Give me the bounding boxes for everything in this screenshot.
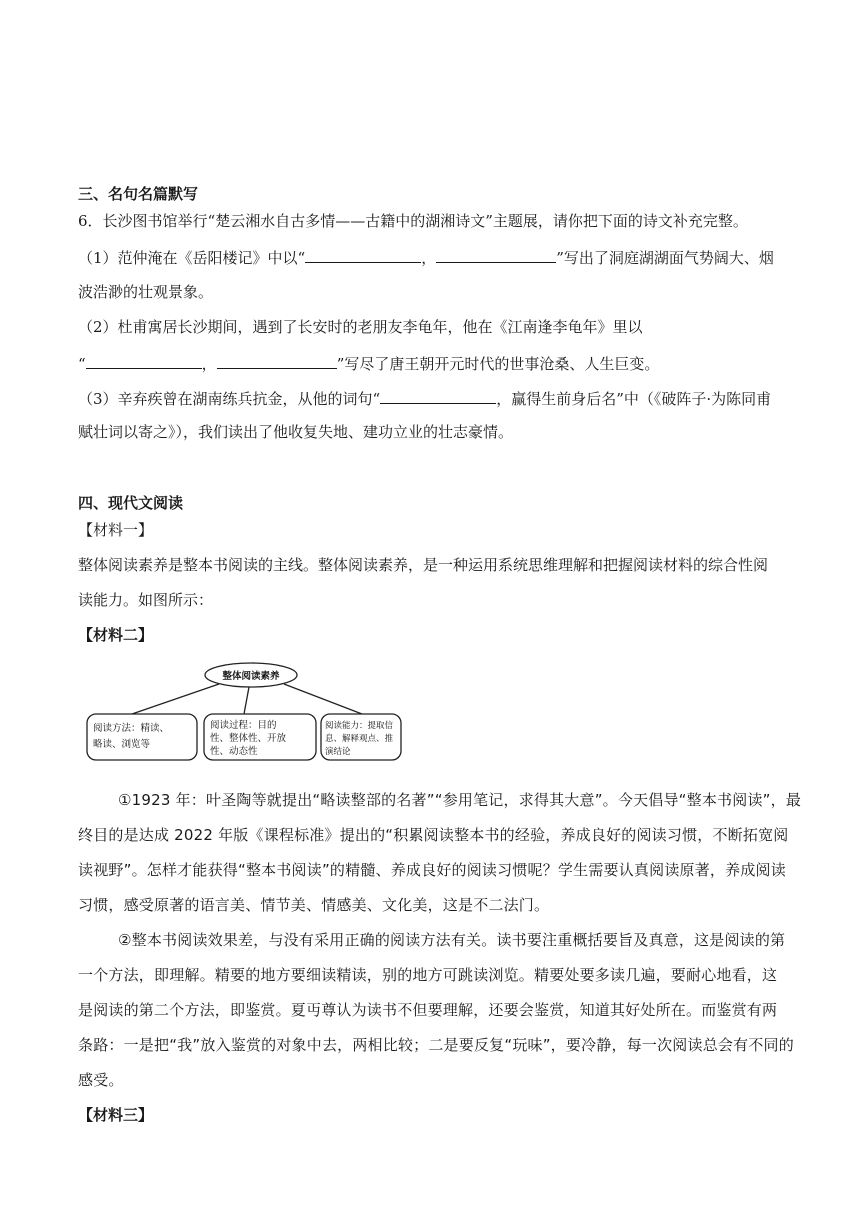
q6-part2-line2 bbox=[78, 352, 659, 374]
para1-line2: 终目的是达成 2022 年版《课程标准》提出的“积累阅读整本书的经验，养成良好的阅读习惯，不断拓宽阅 bbox=[78, 826, 789, 844]
para1-line1: ①1923 年：叶圣陶等就提出“略读整部的名著”“参用笔记，求得其大意”。今天倡导“整本书阅读”，最 bbox=[118, 791, 802, 809]
material1-line2: 读能力。如图所示： bbox=[78, 591, 214, 609]
q6-p1-sep: ， bbox=[421, 249, 437, 267]
section3-heading: 三、名句名篇默写 bbox=[78, 185, 199, 203]
answer-blank[interactable] bbox=[86, 352, 202, 369]
answer-blank[interactable] bbox=[217, 352, 337, 369]
q6-part2-line1: （2）杜甫寓居长沙期间，遇到了长安时的老朋友李龟年，他在《江南逢李龟年》里以 bbox=[78, 318, 643, 336]
q6-part3-line2: 赋壮词以寄之》），我们读出了他收复失地、建功立业的壮志豪情。 bbox=[78, 423, 514, 441]
q6-part1-line1 bbox=[78, 246, 774, 268]
diagram-box3-line1: 阅读能力：提取信 bbox=[325, 721, 394, 731]
diagram-root-label: 整体阅读素养 bbox=[222, 671, 280, 682]
diagram-box1-line2: 略读、浏览等 bbox=[93, 739, 151, 750]
diagram-box3-line2: 息、解释观点、推 bbox=[325, 734, 394, 744]
q6-part3-line1 bbox=[78, 387, 771, 409]
q6-part1-line2: 波浩渺的壮观景象。 bbox=[78, 283, 214, 301]
material3-label: 【材料三】 bbox=[78, 1106, 154, 1124]
diagram-box3-line3: 演结论 bbox=[325, 747, 351, 757]
q6-p3-text-a: （3）辛弃疾曾在湖南练兵抗金，从他的词句“ bbox=[78, 390, 381, 408]
material1-label: 【材料一】 bbox=[78, 521, 154, 539]
diagram-box1-line1: 阅读方法：精读、 bbox=[93, 723, 170, 734]
q6-p2-sep: ， bbox=[201, 355, 217, 373]
answer-blank[interactable] bbox=[305, 246, 421, 263]
answer-blank[interactable] bbox=[436, 246, 556, 263]
diagram-box-method bbox=[87, 714, 197, 760]
q6-p1-text-a: （1）范仲淹在《岳阳楼记》中以“ bbox=[78, 249, 306, 267]
q6-p2-text: ”写尽了唐王朝开元时代的世事沧桑、人生巨变。 bbox=[336, 355, 660, 373]
diagram-box2-line1: 阅读过程：目的 bbox=[210, 720, 277, 731]
q6-p2-quote: “ bbox=[78, 355, 86, 373]
diagram-box2-line2: 性、整体性、开放 bbox=[210, 733, 287, 744]
reading-literacy-diagram bbox=[84, 656, 404, 766]
para2-line2: 一个方法，即理解。精要的地方要细读精读，别的地方可跳读浏览。精要处要多读几遍，要耐心地看，这 bbox=[78, 966, 778, 984]
para2-line4: 条路：一是把“我”放入鉴赏的对象中去，两相比较；二是要反复“玩味”，要冷静，每一次阅读总会有不同的 bbox=[78, 1036, 794, 1054]
para2-line5: 感受。 bbox=[78, 1071, 124, 1089]
q6-stem: 6．长沙图书馆举行“楚云湘水自古多情——古籍中的湖湘诗文”主题展，请你把下面的诗文补充完整。 bbox=[78, 212, 748, 230]
para1-line4: 习惯，感受原著的语言美、情节美、情感美、文化美，这是不二法门。 bbox=[78, 896, 550, 914]
q6-p1-text-b: ”写出了洞庭湖湖面气势阔大、烟 bbox=[556, 249, 774, 267]
para2-line1: ②整本书阅读效果差，与没有采用正确的阅读方法有关。读书要注重概括要旨及真意，这是阅读的第 bbox=[118, 931, 786, 949]
material2-label: 【材料二】 bbox=[78, 626, 154, 644]
para1-line3: 读视野”。怎样才能获得“整本书阅读”的精髓、养成良好的阅读习惯呢？学生需要认真阅读原著，养成阅读 bbox=[78, 861, 786, 879]
diagram-connector bbox=[244, 687, 249, 714]
diagram-connector bbox=[284, 684, 362, 714]
diagram-connector bbox=[132, 684, 219, 714]
diagram-box2-line3: 性、动态性 bbox=[210, 746, 258, 757]
q6-p3-text-b: ，赢得生前身后名”中（《破阵子·为陈同甫 bbox=[496, 390, 772, 408]
section4-heading: 四、现代文阅读 bbox=[78, 494, 184, 512]
answer-blank[interactable] bbox=[380, 387, 496, 404]
material1-line1: 整体阅读素养是整本书阅读的主线。整体阅读素养，是一种运用系统思维理解和把握阅读材料的综合性阅 bbox=[78, 556, 769, 574]
para2-line3: 是阅读的第二个方法，即鉴赏。夏丏尊认为读书不但要理解，还要会鉴赏，知道其好处所在。而鉴赏有两 bbox=[78, 1001, 778, 1019]
